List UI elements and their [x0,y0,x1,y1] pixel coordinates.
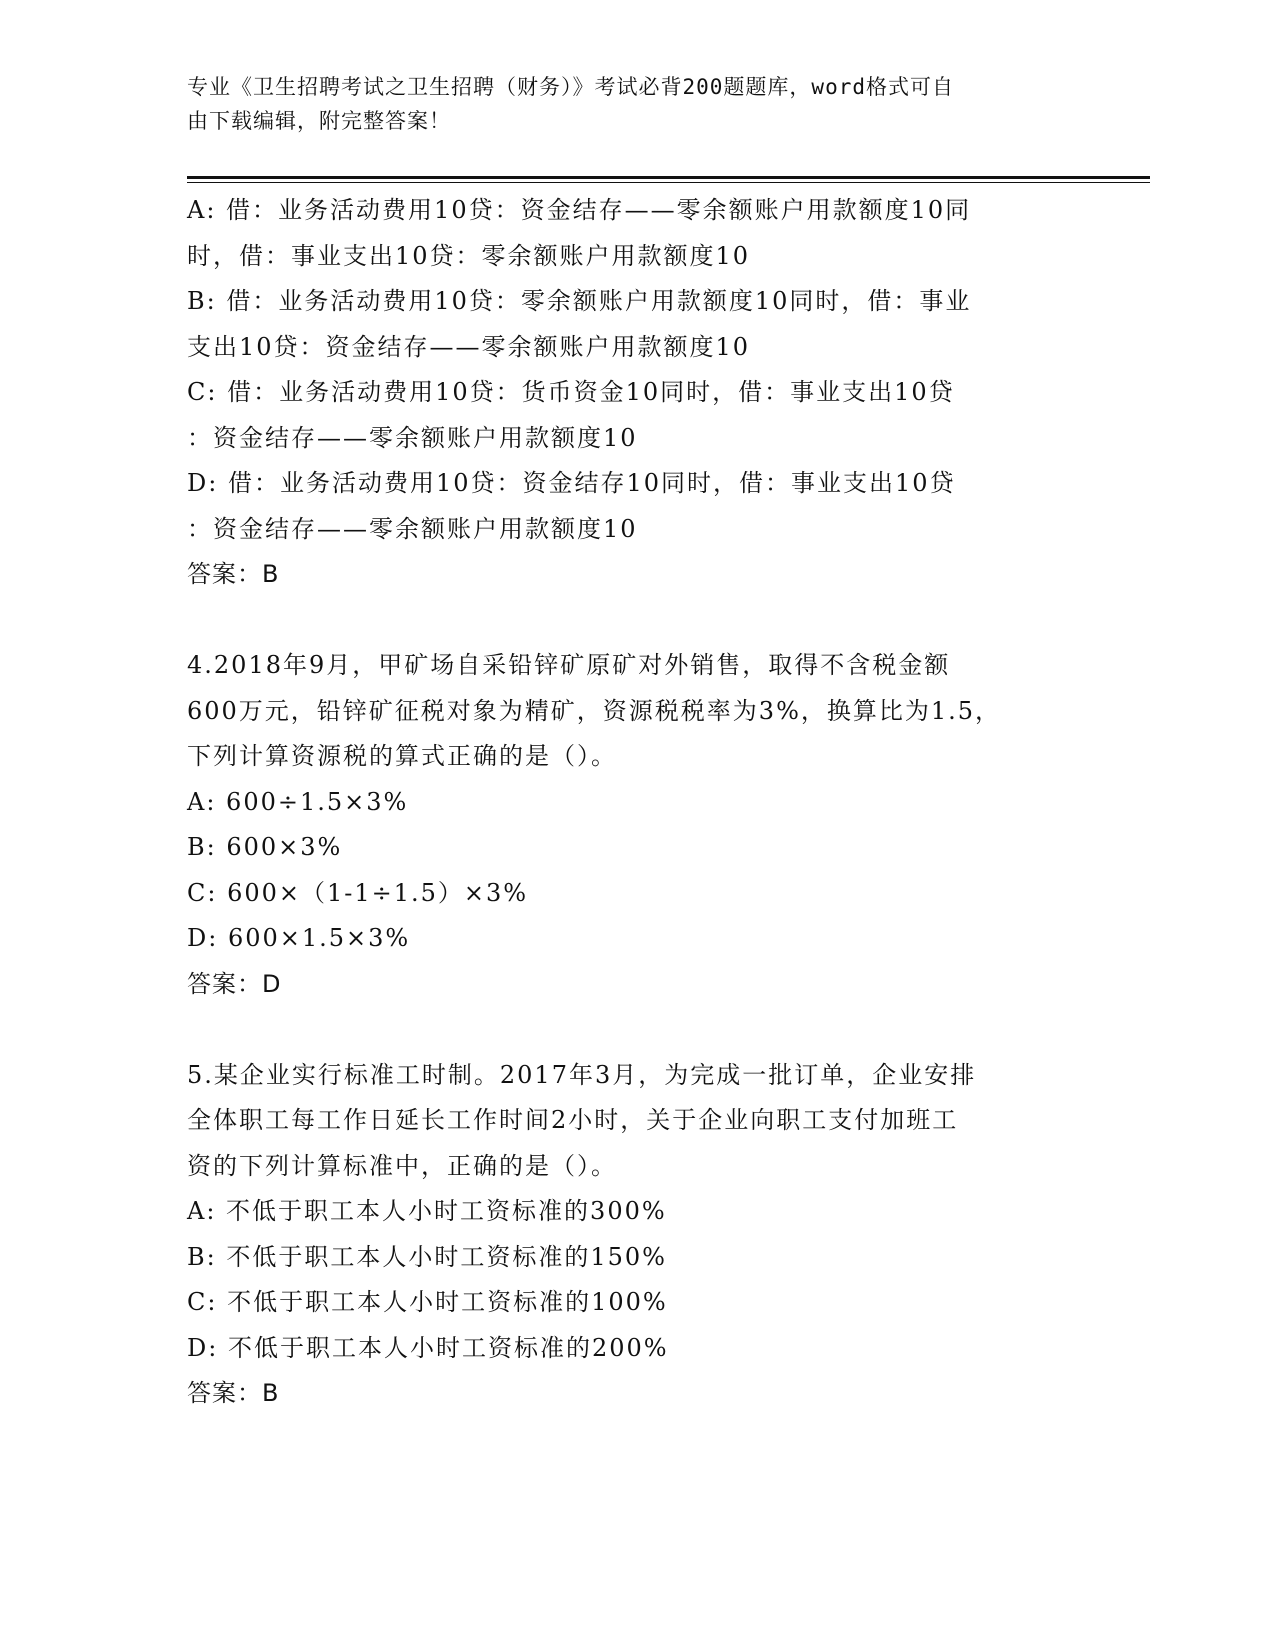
question-4-answer: 答案：D [187,969,282,998]
question-4-stem-line-2: 600万元，铅锌矿征税对象为精矿，资源税税率为3%，换算比为1.5， [187,696,1002,725]
question-4 [187,643,1077,1007]
question-3-line-1: A: 借：业务活动费用10贷：资金结存——零余额账户用款额度10同 [187,196,972,224]
spacer [187,1007,1077,1053]
question-5-stem-line-3: 资的下列计算标准中，正确的是（）。 [187,1151,617,1180]
question-3-line-7: D: 借：业务活动费用10贷：资金结存10同时，借：事业支出10贷 [187,469,956,497]
question-3-line-6: ：资金结存——零余额账户用款额度10 [187,423,638,452]
question-3-line-5: C: 借：业务活动费用10贷：货币资金10同时，借：事业支出10贷 [187,378,955,406]
question-4-stem-line-3: 下列计算资源税的算式正确的是（）。 [187,742,617,770]
question-4-option-a: A: 600÷1.5×3% [187,787,409,816]
question-3-line-3: B: 借：业务活动费用10贷：零余额账户用款额度10同时，借：事业 [187,287,972,315]
question-5-option-d: D: 不低于职工本人小时工资标准的200% [187,1333,669,1362]
header-divider-thin [187,182,1150,183]
question-4-stem-line-1: 4.2018年9月，甲矿场自采铅锌矿原矿对外销售，取得不含税金额 [187,651,951,679]
document-body [187,188,1077,1417]
question-4-option-c: C: 600×（1-1÷1.5）×3% [187,878,529,907]
header-line-2: 由下载编辑，附完整答案！ [187,109,451,133]
question-5-option-c: C: 不低于职工本人小时工资标准的100% [187,1288,668,1316]
document-header [187,70,1067,138]
question-4-option-b: B: 600×3% [187,833,343,861]
spacer [187,598,1077,644]
question-3-line-8: ：资金结存——零余额账户用款额度10 [187,514,638,543]
question-5-option-b: B: 不低于职工本人小时工资标准的150% [187,1242,667,1271]
header-divider-thick [187,176,1150,179]
question-3 [187,188,1077,598]
question-3-answer: 答案：B [187,560,280,588]
question-5-stem-line-2: 全体职工每工作日延长工作时间2小时，关于企业向职工支付加班工 [187,1106,959,1134]
question-5-option-a: A: 不低于职工本人小时工资标准的300% [187,1197,667,1225]
question-5-stem-line-1: 5.某企业实行标准工时制。2017年3月，为完成一批订单，企业安排 [187,1060,977,1089]
question-5-answer: 答案：B [187,1379,280,1407]
question-3-line-4: 支出10贷：资金结存——零余额账户用款额度10 [187,332,751,361]
question-4-option-d: D: 600×1.5×3% [187,924,411,952]
question-5 [187,1053,1077,1417]
header-line-1: 专业《卫生招聘考试之卫生招聘（财务）》考试必背200题题库，word格式可自 [187,75,954,99]
question-3-line-2: 时，借：事业支出10贷：零余额账户用款额度10 [187,241,751,270]
